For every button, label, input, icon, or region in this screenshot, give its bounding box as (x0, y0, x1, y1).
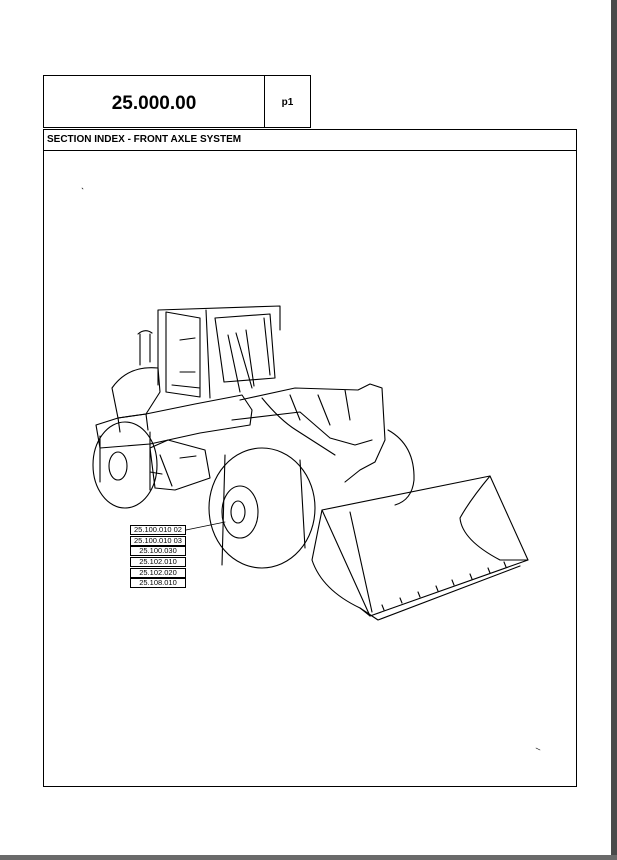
page-number: p1 (281, 97, 294, 108)
reference-link[interactable]: 25.102.010 (130, 557, 186, 567)
reference-link[interactable]: 25.102.020 (130, 568, 186, 578)
section-title: SECTION INDEX - FRONT AXLE SYSTEM (47, 134, 242, 145)
reference-link[interactable]: 25.100.030 (130, 546, 186, 556)
reference-callout-list (130, 525, 186, 589)
reference-link[interactable]: 25.100.010 03 (130, 536, 186, 546)
reference-link[interactable]: 25.100.010 02 (130, 525, 186, 535)
section-code: 25.000.00 (111, 93, 197, 114)
reference-link[interactable]: 25.108.010 (130, 578, 186, 588)
